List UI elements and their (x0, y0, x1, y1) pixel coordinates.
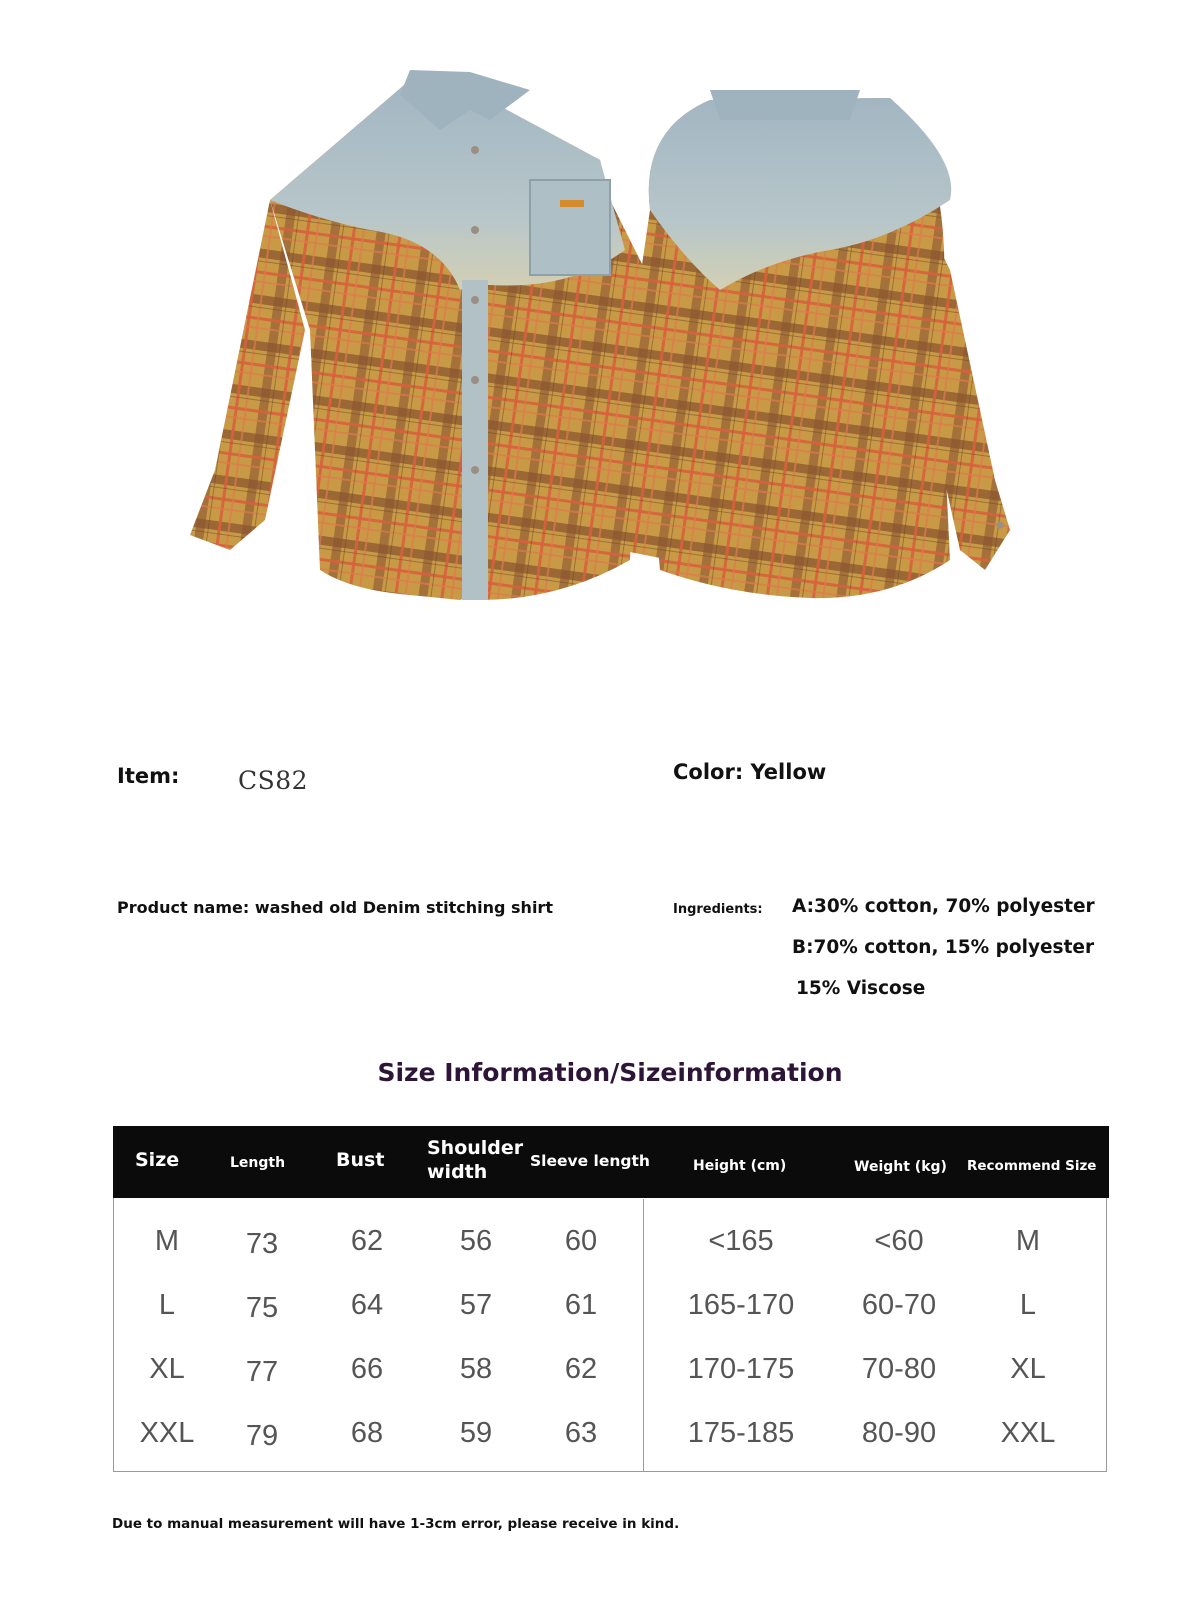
header-bust: Bust (336, 1149, 385, 1171)
size-cell: M (154, 1225, 180, 1257)
shoulder-cell: 58 (459, 1353, 493, 1385)
height-cell: 165-170 (687, 1289, 795, 1321)
shirt-back (615, 90, 1010, 598)
height-cell: <165 (708, 1225, 774, 1257)
header-height: Height (cm) (693, 1158, 787, 1174)
size-cell: XL (149, 1353, 185, 1385)
weight-cell: 60-70 (861, 1289, 937, 1321)
height-cell: 170-175 (687, 1353, 795, 1385)
measurement-footnote: Due to manual measurement will have 1-3cm error, please receive in kind. (112, 1516, 680, 1532)
weight-cell: <60 (874, 1225, 924, 1257)
shoulder-cell: 57 (459, 1289, 493, 1321)
header-shoulder-width: Shoulder width (427, 1137, 524, 1183)
length-cell: 77 (245, 1356, 279, 1388)
weight-cell: 80-90 (861, 1417, 937, 1449)
sleeve-cell: 63 (564, 1417, 598, 1449)
sleeve-cell: 61 (564, 1289, 598, 1321)
bust-cell: 68 (350, 1417, 384, 1449)
header-recommend-size: Recommend Size (967, 1158, 1097, 1174)
ingredient-line: 15% Viscose (796, 978, 926, 999)
size-cell: XXL (139, 1417, 195, 1449)
bust-cell: 64 (350, 1289, 384, 1321)
bust-cell: 62 (350, 1225, 384, 1257)
ingredient-line: A:30% cotton, 70% polyester (792, 896, 1095, 917)
sleeve-cell: 60 (564, 1225, 598, 1257)
height-cell: 175-185 (687, 1417, 795, 1449)
item-label: Item: (117, 764, 180, 788)
header-sleeve-length: Sleeve length (530, 1152, 650, 1170)
shoulder-cell: 59 (459, 1417, 493, 1449)
weight-cell: 70-80 (861, 1353, 937, 1385)
recommend-size-cell: XXL (1000, 1417, 1056, 1449)
shoulder-cell: 56 (459, 1225, 493, 1257)
sleeve-cell: 62 (564, 1353, 598, 1385)
size-table-header (113, 1126, 1109, 1198)
length-cell: 79 (245, 1420, 279, 1452)
header-weight: Weight (kg) (854, 1159, 947, 1175)
length-cell: 73 (245, 1228, 279, 1260)
recommend-size-cell: M (1015, 1225, 1041, 1257)
item-code: CS82 (238, 766, 309, 795)
ingredients-label: Ingredients: (673, 902, 763, 917)
size-cell: L (158, 1289, 176, 1321)
size-section-title: Size Information/Sizeinformation (377, 1058, 843, 1087)
size-table (113, 1126, 1107, 1472)
ingredient-line: B:70% cotton, 15% polyester (792, 937, 1095, 958)
recommend-size-cell: L (1019, 1289, 1037, 1321)
product-photo (170, 50, 1040, 630)
color-line: Color: Yellow (673, 760, 827, 784)
header-size: Size (135, 1149, 180, 1171)
product-name-line: Product name: washed old Denim stitching shirt (117, 898, 553, 917)
recommend-size-cell: XL (1010, 1353, 1046, 1385)
bust-cell: 66 (350, 1353, 384, 1385)
header-length: Length (230, 1155, 286, 1171)
length-cell: 75 (245, 1292, 279, 1324)
